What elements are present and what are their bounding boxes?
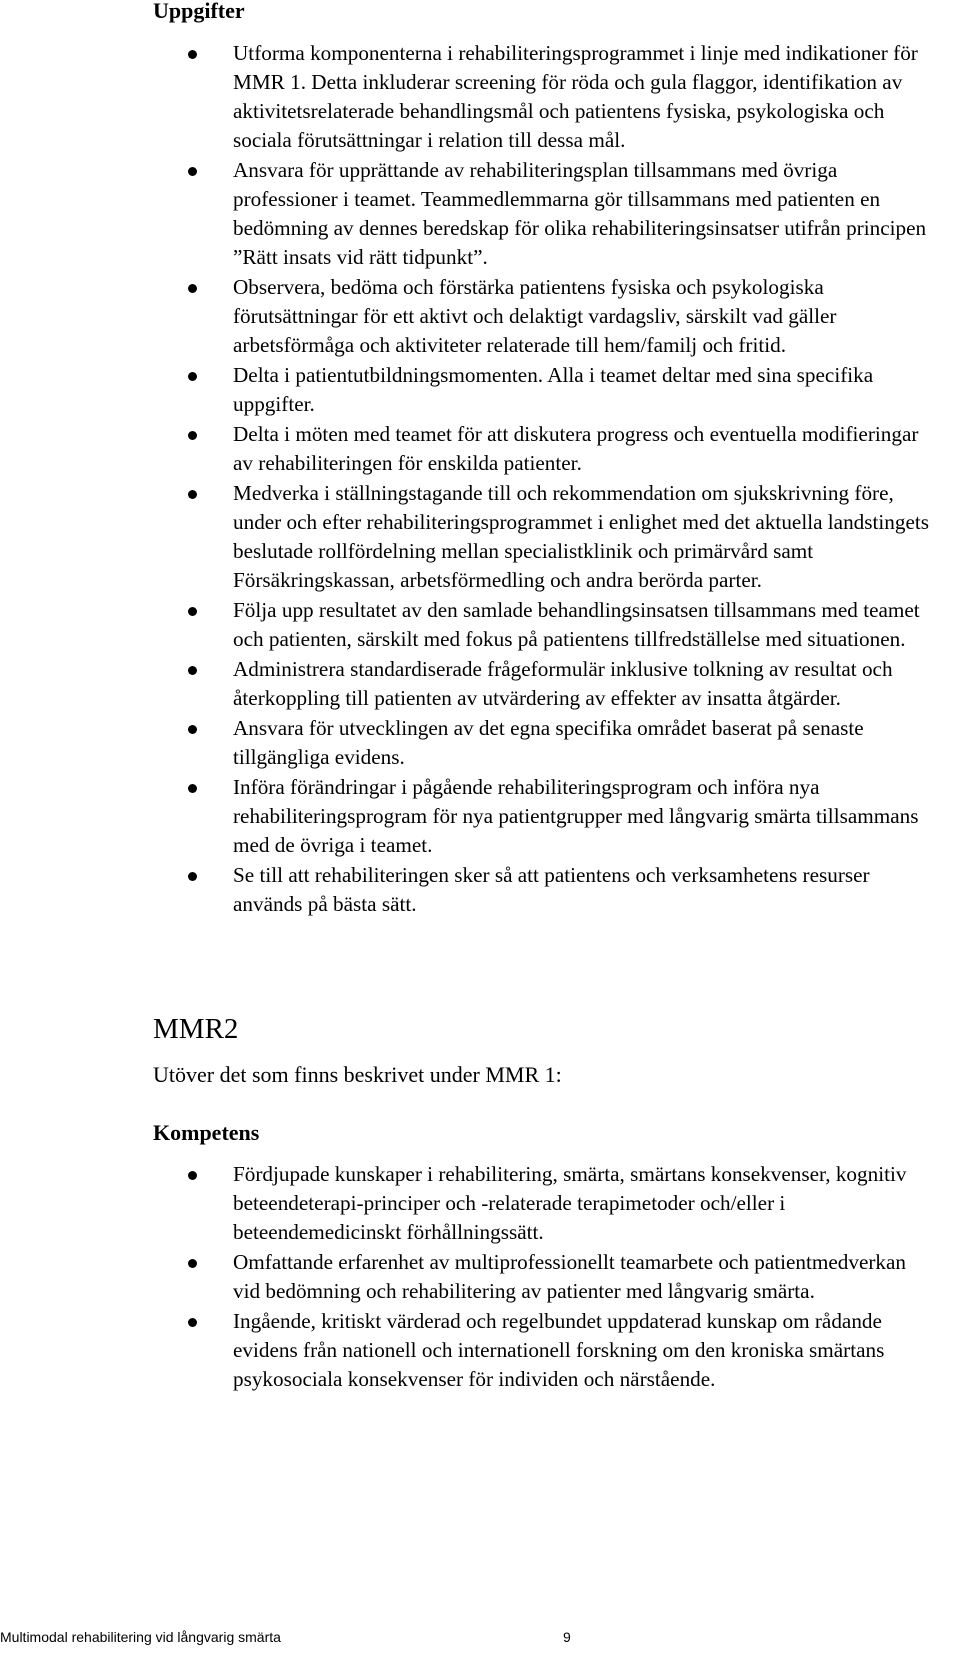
bullet-icon [188, 784, 197, 793]
uppgifter-list [0, 39, 960, 919]
list-item: Observera, bedöma och förstärka patientens fysiska och psykologiska förutsättningar för ett aktivt och delaktigt vardagsliv, särskilt vad gäller arbetsförmåga och aktiviteter relaterade till hem/familj och fritid. [0, 273, 933, 360]
uppgifter-heading: Uppgifter [153, 0, 245, 23]
bullet-icon [188, 872, 197, 881]
bullet-icon [188, 431, 197, 440]
footer-document-title: Multimodal rehabilitering vid långvarig smärta [0, 1629, 281, 1645]
bullet-icon [188, 725, 197, 734]
kompetens-list [0, 1160, 960, 1394]
list-item: Medverka i ställningstagande till och rekommendation om sjukskrivning före, under och efter rehabiliteringsprogrammet i enlighet med det aktuella landstingets beslutade rollfördelning mellan specialistklinik och primärvård samt Försäkringskassan, arbetsförmedling och andra berörda parter. [0, 479, 933, 595]
bullet-icon [188, 1259, 197, 1268]
list-item: Införa förändringar i pågående rehabiliteringsprogram och införa nya rehabiliteringsprogram för nya patientgrupper med långvarig smärta tillsammans med de övriga i teamet. [0, 773, 933, 860]
list-item: Ansvara för upprättande av rehabiliteringsplan tillsammans med övriga professioner i teamet. Teammedlemmarna gör tillsammans med patienten en bedömning av dennes beredskap för olika rehabiliteringsinsatser utifrån principen ”Rätt insats vid rätt tidpunkt”. [0, 156, 933, 272]
bullet-icon [188, 50, 197, 59]
bullet-icon [188, 284, 197, 293]
list-item: Administrera standardiserade frågeformulär inklusive tolkning av resultat och återkoppling till patienten av utvärdering av effekter av insatta åtgärder. [0, 655, 933, 713]
list-item: Ansvara för utvecklingen av det egna specifika området baserat på senaste tillgängliga evidens. [0, 714, 933, 772]
mmr2-intro: Utöver det som finns beskrivet under MMR 1: [153, 1062, 562, 1087]
list-item: Följa upp resultatet av den samlade behandlingsinsatsen tillsammans med teamet och patienten, särskilt med fokus på patientens tillfredställelse med situationen. [0, 596, 933, 654]
bullet-icon [188, 490, 197, 499]
kompetens-heading: Kompetens [153, 1120, 260, 1145]
list-item: Se till att rehabiliteringen sker så att patientens och verksamhetens resurser används på bästa sätt. [0, 861, 933, 919]
bullet-icon [188, 372, 197, 381]
mmr2-heading: MMR2 [153, 1013, 239, 1045]
bullet-icon [188, 1318, 197, 1327]
bullet-icon [188, 666, 197, 675]
bullet-icon [188, 607, 197, 616]
bullet-icon [188, 167, 197, 176]
list-item: Fördjupade kunskaper i rehabilitering, smärta, smärtans konsekvenser, kognitiv beteendeterapi-principer och -relaterade terapimetoder och/eller i beteendemedicinskt förhållningssätt. [0, 1160, 933, 1247]
list-item: Utforma komponenterna i rehabiliteringsprogrammet i linje med indikationer för MMR 1. Detta inkluderar screening för röda och gula flaggor, identifikation av aktivitetsrelaterade behandlingsmål och patientens fysiska, psykologiska och sociala förutsättningar i relation till dessa mål. [0, 39, 933, 155]
bullet-icon [188, 1171, 197, 1180]
list-item: Delta i patientutbildningsmomenten. Alla i teamet deltar med sina specifika uppgifter. [0, 361, 933, 419]
footer-page-number: 9 [563, 1629, 571, 1645]
list-item: Delta i möten med teamet för att diskutera progress och eventuella modifieringar av rehabiliteringen för enskilda patienter. [0, 420, 933, 478]
page-footer [0, 1629, 960, 1657]
list-item: Ingående, kritiskt värderad och regelbundet uppdaterad kunskap om rådande evidens från nationell och internationell forskning om den kroniska smärtans psykosociala konsekvenser för individen och närstående. [0, 1307, 933, 1394]
list-item: Omfattande erfarenhet av multiprofessionellt teamarbete och patientmedverkan vid bedömning och rehabilitering av patienter med långvarig smärta. [0, 1248, 933, 1306]
